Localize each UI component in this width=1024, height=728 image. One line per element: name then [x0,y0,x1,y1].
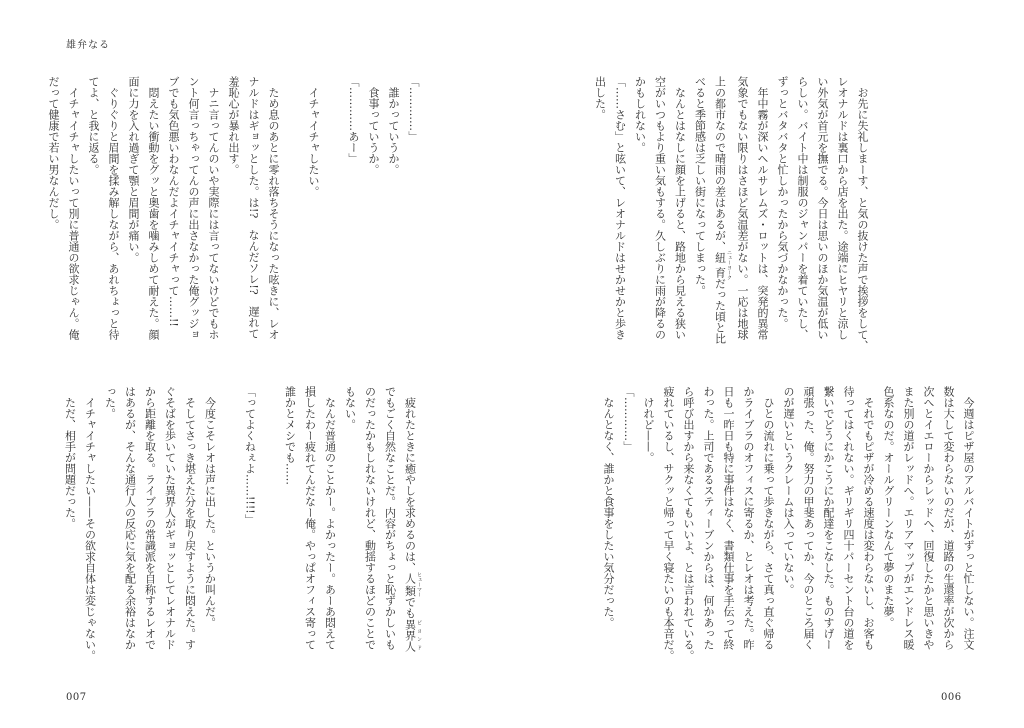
text-line: 色系なのだ。オールグリーンなんて夢のまた夢。 [882,386,895,628]
text-line: 「……さむ」と呟いて、レオナルドはせかせかと歩き [613,76,627,340]
text-line: 誰かとメシでも…… [283,386,297,485]
text-line: 次へとイエローからレッドへ、回復したかと思いきや [922,386,935,650]
text-line: 今度こそレオは声に出した。というか叫んだ。 [203,386,217,628]
text-line: ぐそばを歩いていた異界人がギョッとしてレオナルド [163,386,177,650]
text-line: けれど——。 [642,386,655,463]
text-segment: でも [403,596,417,619]
text-line: らしい。バイト中は制服のジャンパーを着ていたし、 [796,76,809,340]
ruby-base: 異界人 [403,618,417,652]
text-line: 「…………あー」 [347,76,360,164]
text-line: ぐりぐりと眉間を揉み解しながら、あれちょっと待 [107,76,120,340]
text-segment: 疲れたときに癒やしを求めるのは、 [403,386,417,573]
text-line: なんとなく、誰かと食事をしたい気分だった。 [602,386,615,628]
blank-line [260,386,280,666]
text-line: てよ、と我に返る。 [87,76,100,175]
text-line: でもごく自然なことだ。内容がちょっと恥ずかしいも [383,386,397,650]
text-line: なんだ普通のことかー。よかったー。あーあ悶えて [323,386,337,650]
text-line: 疲れているし、サクッと帰って早く寝たいのも本音だ。 [662,386,675,661]
ruby-word [713,250,732,280]
text-line: また別の道がレッドへ。エリアマップがエンドレス暖 [902,386,915,650]
ruby-base: 紐育 [713,250,727,280]
ruby-reading: ヒューマー [416,572,422,598]
ruby-base: 人類 [403,572,417,598]
blank-line [283,76,303,356]
text-line: から距離を取る。ライブラの常識派を自称するレオで [143,386,157,650]
text-line: そしてさっき堪えた分を取り戻すように悶えた。す [183,386,197,650]
text-line: のが遅いというクレームは入っていない。 [782,386,795,595]
text-line: 頑張った、俺。努力の甲斐あってか、今のところ届く [802,386,815,650]
text-line: わった。上司であるスティーブンからは、何かあった [702,386,715,650]
text-line: かもしれない。 [633,76,647,153]
text-line: もない。 [343,386,357,430]
text-line: かライブラのオフィスに寄るか、とレオは考えた。昨 [742,386,755,650]
text-line: それでもピザが冷める速度は変わらないし、お客も [862,386,875,650]
text-line: 日も一昨日も特に事件はなく、書類仕事を手伝って終 [722,386,735,650]
text-line: 羞恥心が暴れ出す。 [227,76,240,175]
text-line: 「…………」 [407,76,420,142]
right-page-upper-text [590,76,873,356]
text-line: ナニ言ってんのいや実際には言ってないけどでもホ [207,76,220,340]
text-line: い外気が首元を撫でる。今日は思いのほか気温が低い [816,76,829,340]
text-line: 年中霧が深いヘルサレムズ・ロットは、突発的異常 [756,76,769,340]
text-line [400,386,423,666]
ruby-reading: ニューヨーク [726,250,732,280]
text-line: のだったかもしれないけれど、動揺するほどのことで [363,386,377,650]
text-line: ずっとバタバタと忙しかったから気づかなかった。 [776,76,789,329]
text-line: った。 [103,386,117,419]
text-line: 「…………」 [622,386,635,452]
text-line: 待ってはくれない。ギリギリ四十パーセント台の道を [842,386,855,650]
running-head: 雄弁なる [66,40,110,51]
text-line: べると季節感は乏しい街になってしまった。 [693,76,707,296]
text-segment: だった頃と比 [713,278,727,344]
text-line: 面に力を入れ過ぎて顎と眉間が痛い。 [127,76,140,263]
text-line: ただ、相手が問題だった。 [63,386,77,529]
text-line: レオナルドは裏口から店を出た。途端にヒヤリと涼し [836,76,849,340]
ruby-word [403,618,422,652]
text-line: お先に失礼しまーす、と気の抜けた声で挨拶をして、 [856,76,869,351]
blank-line [220,386,240,666]
text-line: イチャイチャしたい。 [307,76,320,197]
text-line: ため息のあとに零れ落ちそうになった呟きに、レオ [267,76,280,340]
text-line: 繋いでどうにかこうにか配達をこなした。ものすげー [822,386,835,650]
text-line: 誰かっていうか。 [387,76,400,175]
text-line: イチャイチャしたい——その欲求自体は変じゃない。 [83,386,97,661]
ruby-word [403,572,422,598]
text-line: だって健康で若い男なんだし。 [47,76,60,230]
blank-line [323,76,343,356]
text-line: ひとの流れに乗って歩きながら、さて真っ直ぐ帰る [762,386,775,650]
ruby-reading: ビヨンド [416,618,422,652]
text-line: 空がいつもより重い気もする。久しぶりに雨が降るの [653,76,667,340]
page-number-left: 007 [66,692,87,703]
text-line: はあるが、そんな通行人の反応に気を配る余裕はなか [123,386,137,650]
text-line: 損したわー疲れてんだなー俺。やっぱオフィス寄って [303,386,317,650]
text-line: ナルドはギョッとした。は!? なんだソレ!? 遅れて [247,76,260,339]
text-line: なんとはなしに顔を上げると、路地から見える狭い [673,76,687,340]
text-line: イチャイチャしたいって別に普通の欲求じゃん。俺 [67,76,80,340]
text-line: 数は大して変わらないのだが、道路の生還率が次から [942,386,955,650]
text-line: 食事っていうか。 [367,76,380,175]
text-line: 出した。 [593,76,607,120]
left-page-lower-text [60,386,423,666]
right-page-lower-text [598,386,978,666]
text-line: 悶えたい衝動をグッと奥歯を噛みしめて耐えた。顔 [147,76,160,340]
text-line: 「ってよくねぇよ……!!!!」 [243,386,257,525]
text-line: 今週はピザ屋のアルバイトがずっと忙しない。注文 [962,386,975,650]
text-line: ント何言っちゃってんの声に出さなかった俺グッジョ [187,76,200,340]
left-page-upper-text [43,76,423,356]
page-number-right: 006 [941,692,962,703]
text-line: ら呼び出すから来なくてもいいよ、とは言われている。 [682,386,695,661]
text-line: ブでも気色悪いわなんだよイチャイチャって……!! [167,76,180,327]
text-line [710,76,733,356]
text-segment: 上の都市なので晴雨の差はあるが、 [713,76,727,252]
text-line: 気象でもない限りはさほど気温差がない。一応は地球 [736,76,749,340]
